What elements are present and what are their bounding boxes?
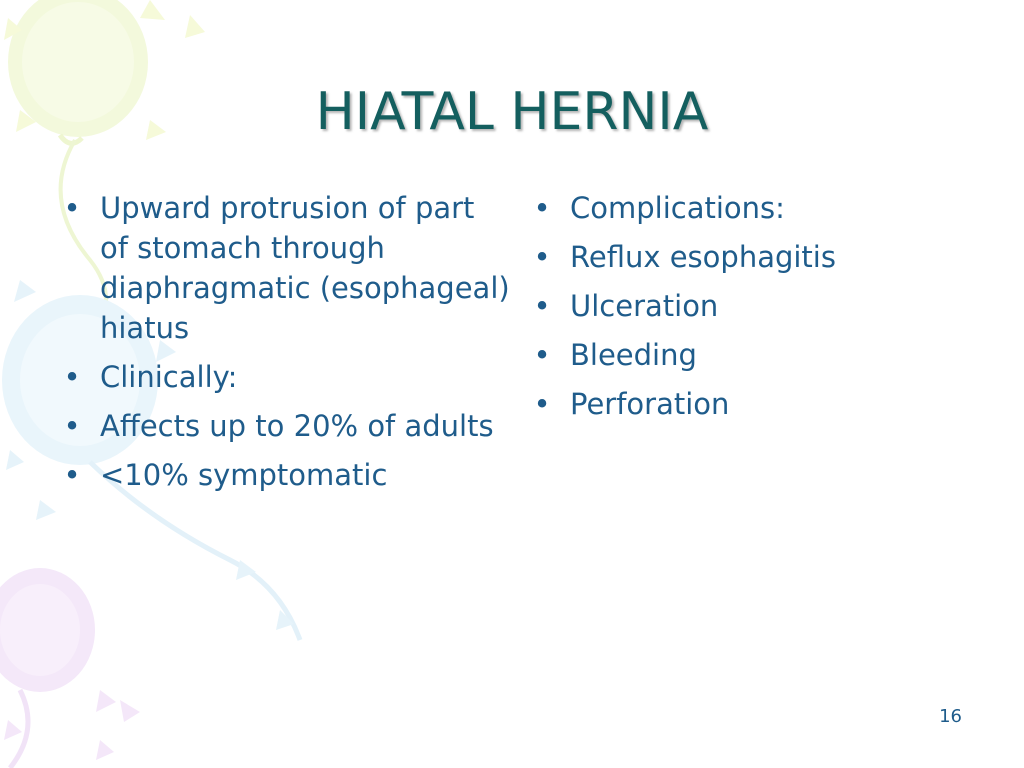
list-item — [530, 237, 950, 277]
left-bullet-list — [60, 188, 510, 504]
balloon-icon — [0, 568, 140, 768]
right-bullet-list — [530, 188, 950, 433]
list-item-text: Affects up to 20% of adults — [100, 409, 494, 443]
bullet-icon: • — [533, 289, 551, 323]
list-item-text: Upward protrusion of part of stomach through diaphragmatic (esophageal) hiatus — [100, 191, 510, 345]
bullet-icon: • — [533, 240, 551, 274]
list-item-text: Ulceration — [570, 289, 719, 323]
list-item — [60, 455, 510, 495]
list-item — [60, 357, 510, 397]
bullet-icon: • — [63, 191, 81, 225]
page-number: 16 — [939, 706, 962, 727]
list-item-text: Clinically: — [100, 360, 238, 394]
bullet-icon: • — [63, 360, 81, 394]
list-item-text: Reflux esophagitis — [570, 240, 836, 274]
bullet-icon: • — [533, 191, 551, 225]
list-item-text: Perforation — [570, 387, 730, 421]
list-item-text: <10% symptomatic — [100, 458, 388, 492]
list-item — [60, 406, 510, 446]
bullet-icon: • — [63, 458, 81, 492]
slide-title: HIATAL HERNIA — [315, 82, 709, 142]
bullet-icon: • — [63, 409, 81, 443]
list-item-text: Complications: — [570, 191, 785, 225]
list-item — [60, 188, 510, 348]
bullet-icon: • — [533, 338, 551, 372]
list-item — [530, 188, 950, 228]
list-item — [530, 286, 950, 326]
list-item — [530, 384, 950, 424]
list-item — [530, 335, 950, 375]
list-item-text: Bleeding — [570, 338, 697, 372]
bullet-icon: • — [533, 387, 551, 421]
